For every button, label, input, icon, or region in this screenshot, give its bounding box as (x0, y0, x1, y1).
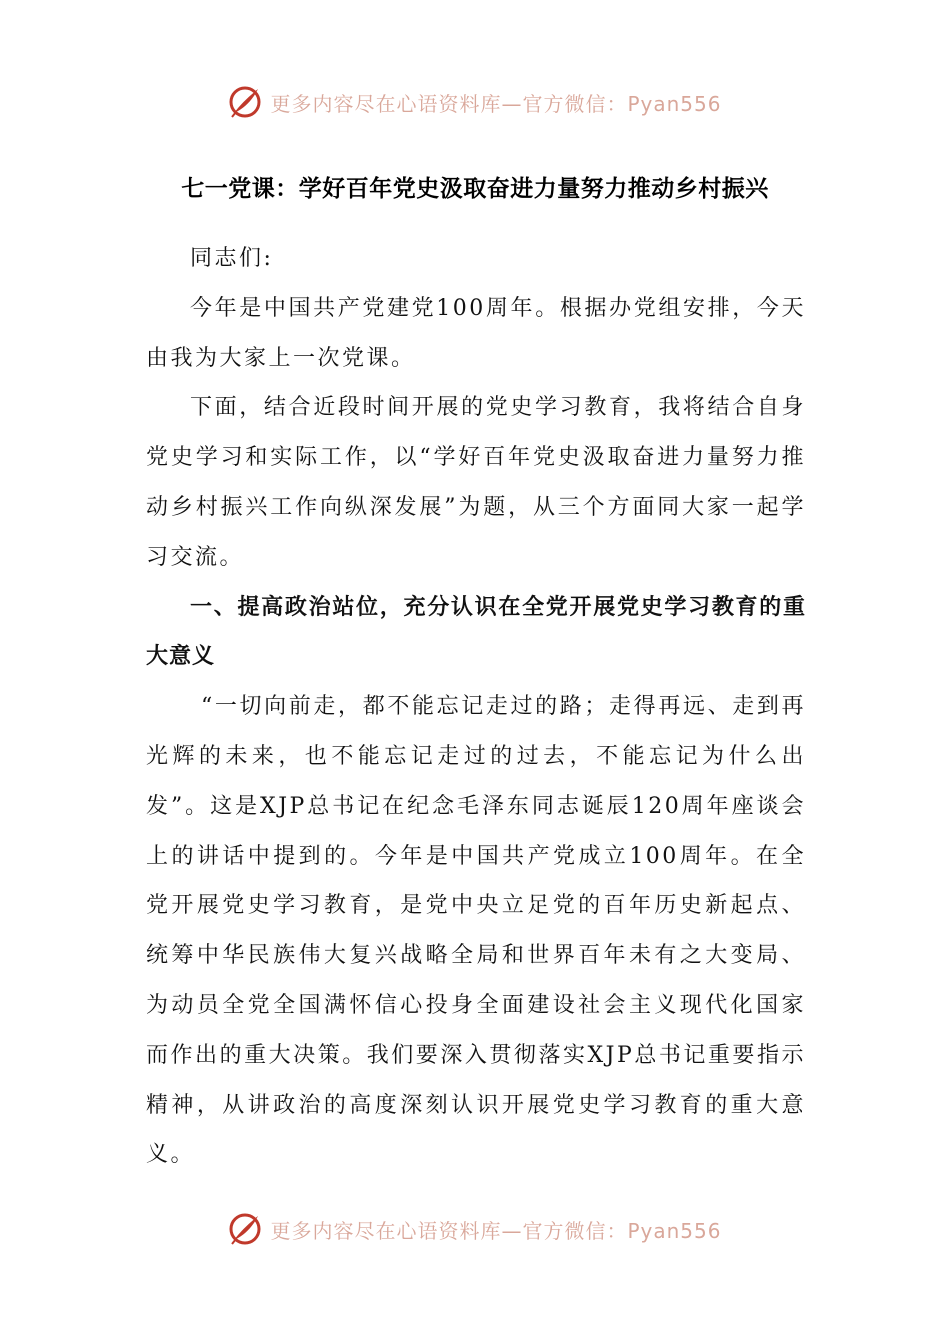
quill-pen-logo-icon (228, 1212, 262, 1246)
quill-pen-logo-icon (228, 85, 262, 119)
document-title: 七一党课：学好百年党史汲取奋进力量努力推动乡村振兴 (181, 176, 769, 202)
paragraph: 今年是中国共产党建党100周年。根据办党组安排，今天由我为大家上一次党课。 (146, 295, 806, 371)
watermark-footer (0, 1209, 950, 1249)
paragraph: 下面，结合近段时间开展的党史学习教育，我将结合自身党史学习和实际工作，以“学好百年党史汲取奋进力量努力推动乡村振兴工作向纵深发展”为题，从三个方面同大家一起学习交流。 (146, 395, 806, 570)
watermark-text: 更多内容尽在心语资料库—官方微信：Pyan556 (270, 91, 722, 116)
salutation: 同志们: (190, 246, 274, 271)
watermark-text: 更多内容尽在心语资料库—官方微信：Pyan556 (270, 1218, 722, 1243)
section-heading: 一、提高政治站位，充分认识在全党开展党史学习教育的重大意义 (146, 594, 806, 670)
paragraph: “一切向前走，都不能忘记走过的路；走得再远、走到再光辉的未来，也不能忘记走过的过去，不能忘记为什么出发”。这是XJP总书记在纪念毛泽东同志诞辰120周年座谈会上的讲话中提到的。今年是中国共产党成立100周年。在全党开展党史学习教育，是党中央立足党的百年历史新起点、统筹中华民族伟大复兴战略全局和世界百年未有之大变局、为动员全党全国满怀信心投身全面建设社会主义现代化国家而作出的重大决策。我们要深入贯彻落实XJP总书记重要指示精神，从讲政治的高度深刻认识开展党史学习教育的重大意义。 (146, 694, 806, 1168)
watermark-header (0, 82, 950, 122)
document-body (146, 234, 806, 1180)
